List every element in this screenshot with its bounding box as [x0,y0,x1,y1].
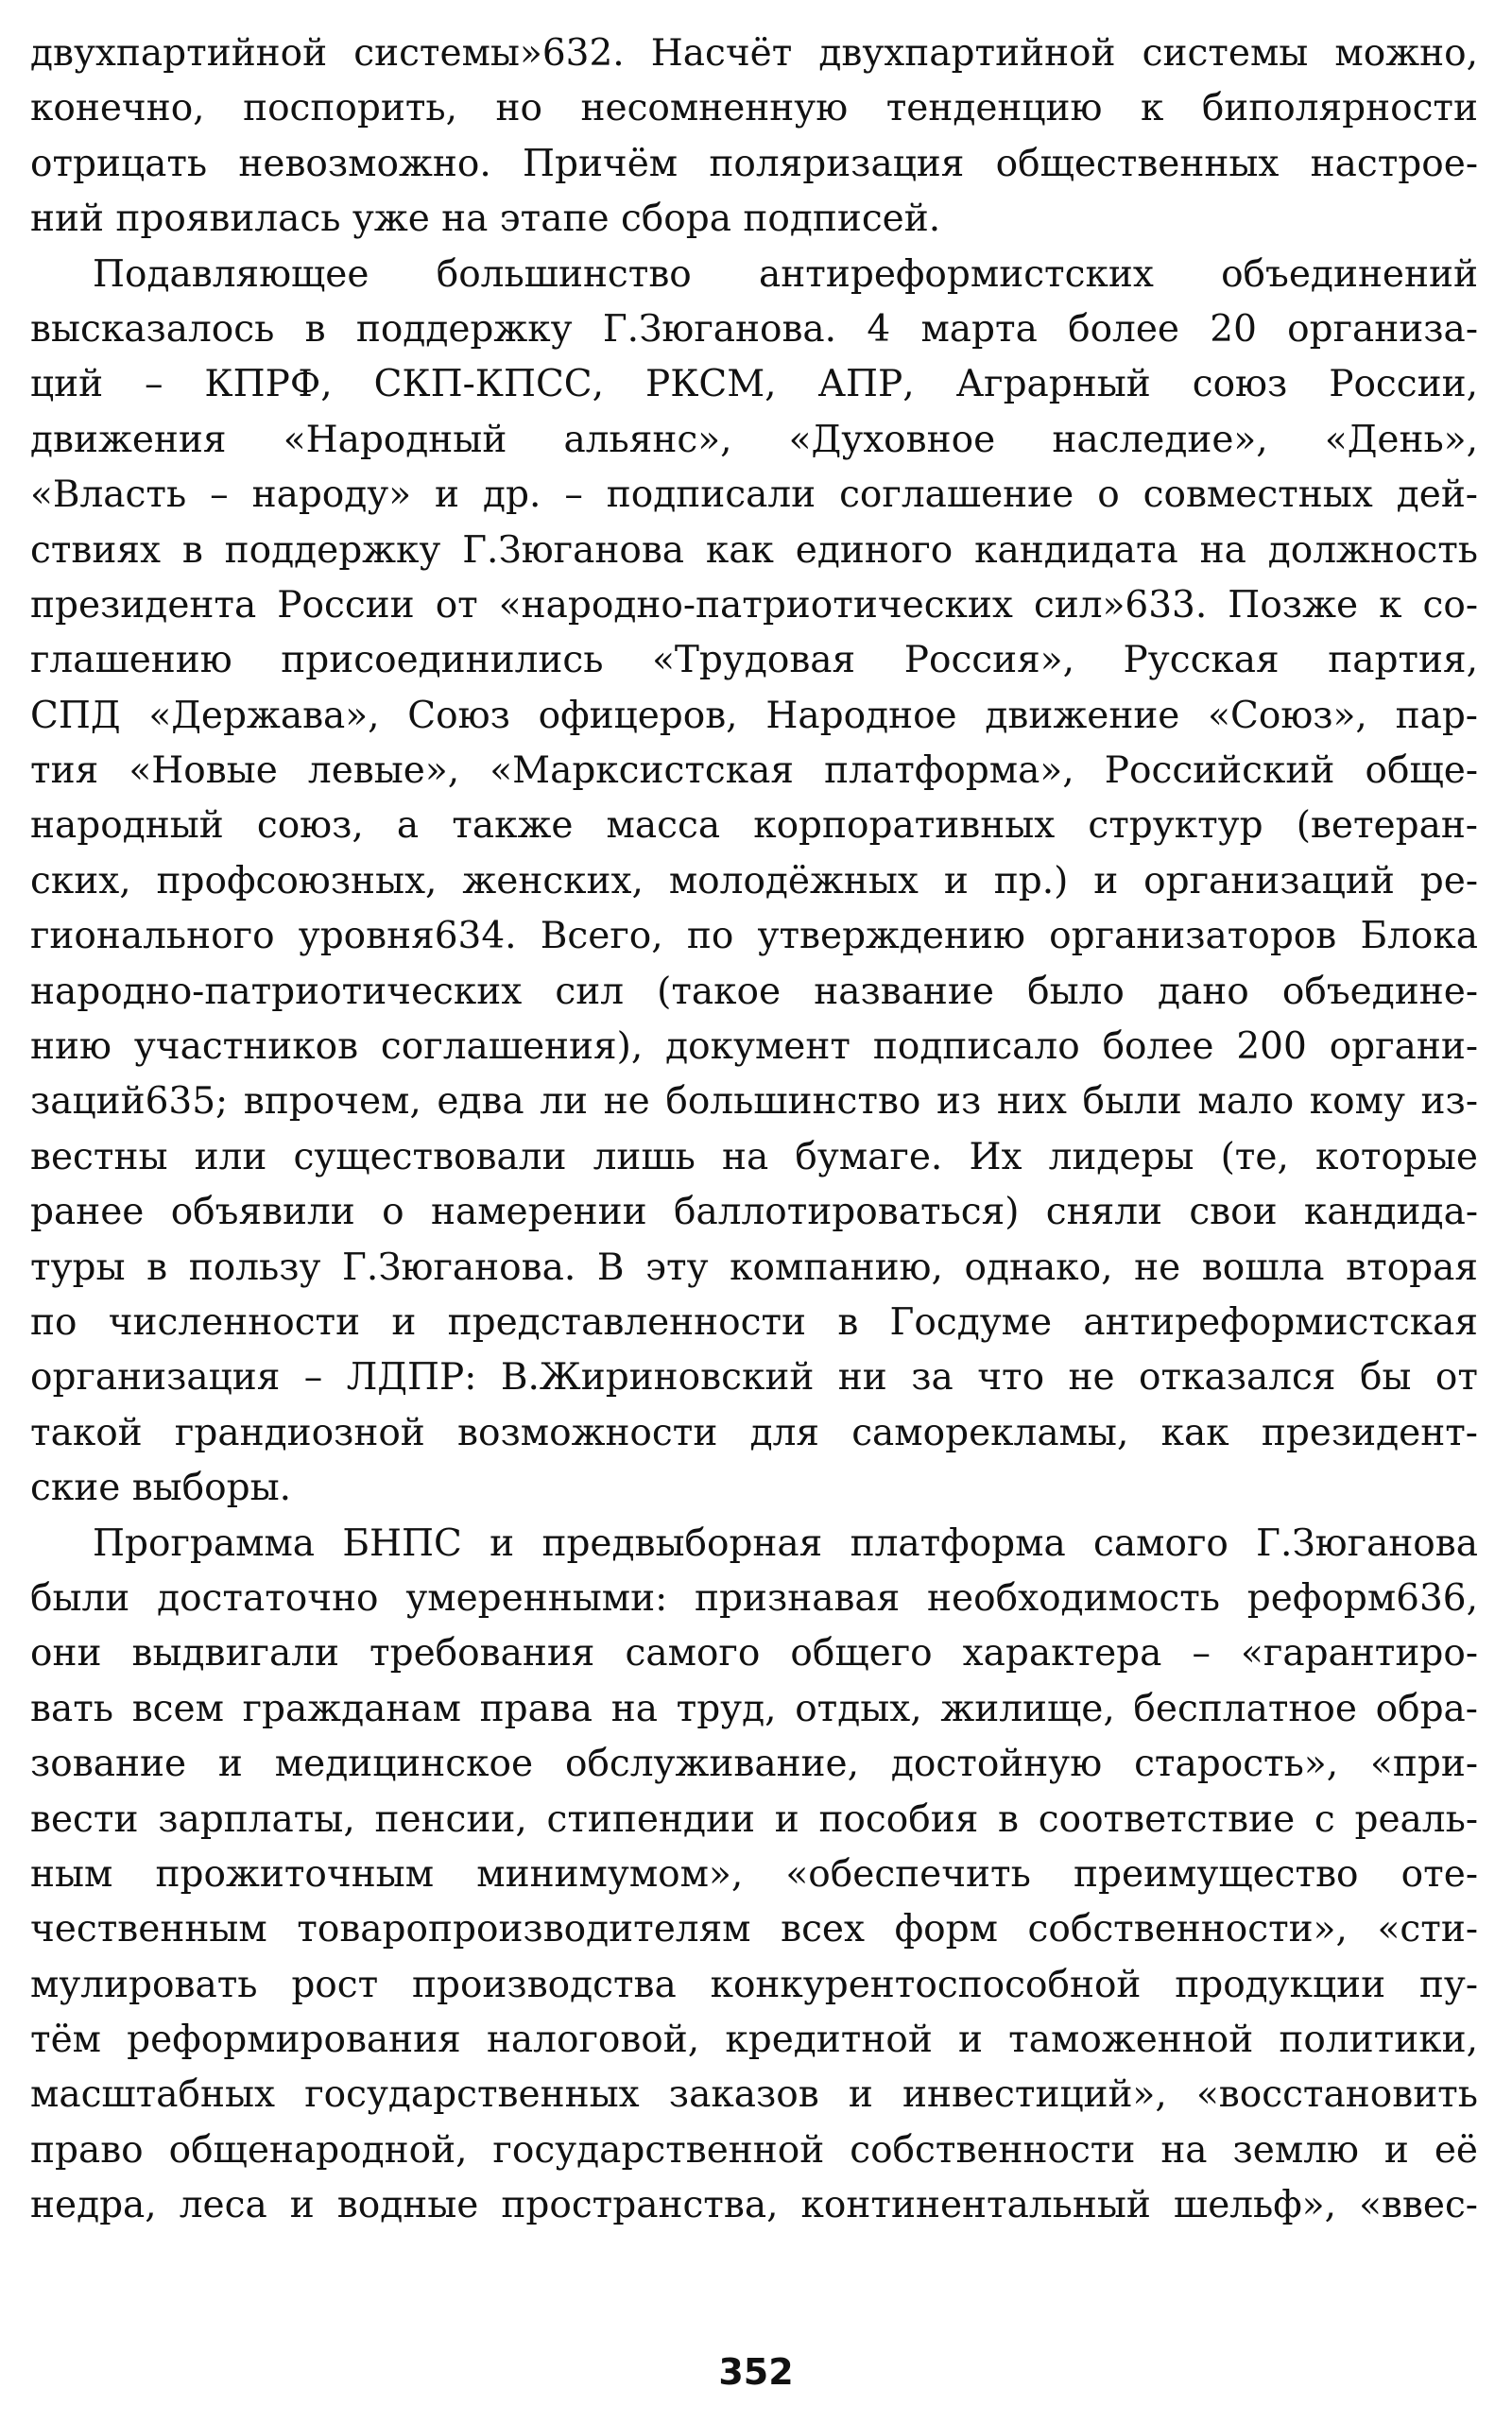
text-line: вести зарплаты, пенсии, стипендии и пособия в соответствие с реаль- [30,1797,1478,1841]
text-line: ских, профсоюзных, женских, молодёжных и пр.) и организаций ре- [30,859,1478,902]
text-line: ские выборы. [30,1467,292,1510]
text-line: народный союз, а также масса корпоративных структур (ветеран- [30,804,1478,848]
text-line: мулировать рост производства конкурентоспособной продукции пу- [30,1963,1478,2006]
text-line: ций – КПРФ, СКП-КПСС, РКСМ, АПР, Аграрный союз России, [30,363,1478,406]
text-line: президента России от «народно-патриотических сил»633. Позже к со- [30,583,1478,627]
text-line: отрицать невозможно. Причём поляризация общественных настрое- [30,142,1478,185]
text-line: тия «Новые левые», «Марксистская платформа», Российский обще- [30,749,1478,793]
text-line: вать всем гражданам права на труд, отдых, жилище, бесплатное обра- [30,1687,1478,1730]
text-line: СПД «Держава», Союз офицеров, Народное движение «Союз», пар- [30,694,1478,737]
text-line: народно-патриотических сил (такое название было дано объедине- [30,970,1478,1013]
text-line: ствиях в поддержку Г.Зюганова как единого кандидата на должность [30,528,1478,572]
text-line: были достаточно умеренными: признавая необходимость реформ636, [30,1576,1478,1620]
text-line: ранее объявили о намерении баллотироваться) сняли свои кандида- [30,1191,1478,1234]
text-line: заций635; впрочем, едва ли не большинство из них были мало кому из- [30,1080,1478,1124]
text-line: зование и медицинское обслуживание, достойную старость», «при- [30,1743,1478,1786]
text-line: ний проявилась уже на этапе сбора подписей. [30,198,941,241]
text-line: Подавляющее большинство антиреформистских объединений [93,252,1478,296]
text-line: гионального уровня634. Всего, по утверждению организаторов Блока [30,915,1478,958]
text-line: туры в пользу Г.Зюганова. В эту компанию, однако, не вошла вторая [30,1246,1478,1289]
text-line: двухпартийной системы»632. Насчёт двухпартийной системы можно, [30,32,1478,75]
page-number: 352 [718,2351,794,2393]
text-line: вестны или существовали лишь на бумаге. Их лидеры (те, которые [30,1135,1478,1178]
text-line: движения «Народный альянс», «Духовное наследие», «День», [30,418,1478,461]
text-line: по численности и представленности в Госдуме антиреформистская [30,1300,1478,1344]
text-line: конечно, поспорить, но несомненную тенденцию к биполярности [30,87,1478,130]
text-line: ным прожиточным минимумом», «обеспечить преимущество оте- [30,1852,1478,1896]
text-line: тём реформирования налоговой, кредитной и таможенной политики, [30,2019,1478,2062]
text-line: чественным товаропроизводителям всех форм собственности», «сти- [30,1908,1478,1951]
text-line: такой грандиозной возможности для саморекламы, как президент- [30,1411,1478,1454]
text-line: недра, леса и водные пространства, континентальный шельф», «ввес- [30,2184,1478,2227]
page-body [30,26,1478,2234]
text-line: Программа БНПС и предвыборная платформа самого Г.Зюганова [93,1521,1478,1565]
text-line: организация – ЛДПР: В.Жириновский ни за что не отказался бы от [30,1356,1478,1400]
text-line: высказалось в поддержку Г.Зюганова. 4 марта более 20 организа- [30,307,1478,351]
text-line: право общенародной, государственной собственности на землю и её [30,2128,1478,2172]
text-line: «Власть – народу» и др. – подписали соглашение о совместных дей- [30,473,1478,517]
text-line: они выдвигали требования самого общего характера – «гарантиро- [30,1632,1478,1675]
text-line: глашению присоединились «Трудовая Россия», Русская партия, [30,639,1478,682]
text-line: масштабных государственных заказов и инвестиций», «восстановить [30,2073,1478,2117]
text-line: нию участников соглашения), документ подписало более 200 органи- [30,1025,1478,1069]
